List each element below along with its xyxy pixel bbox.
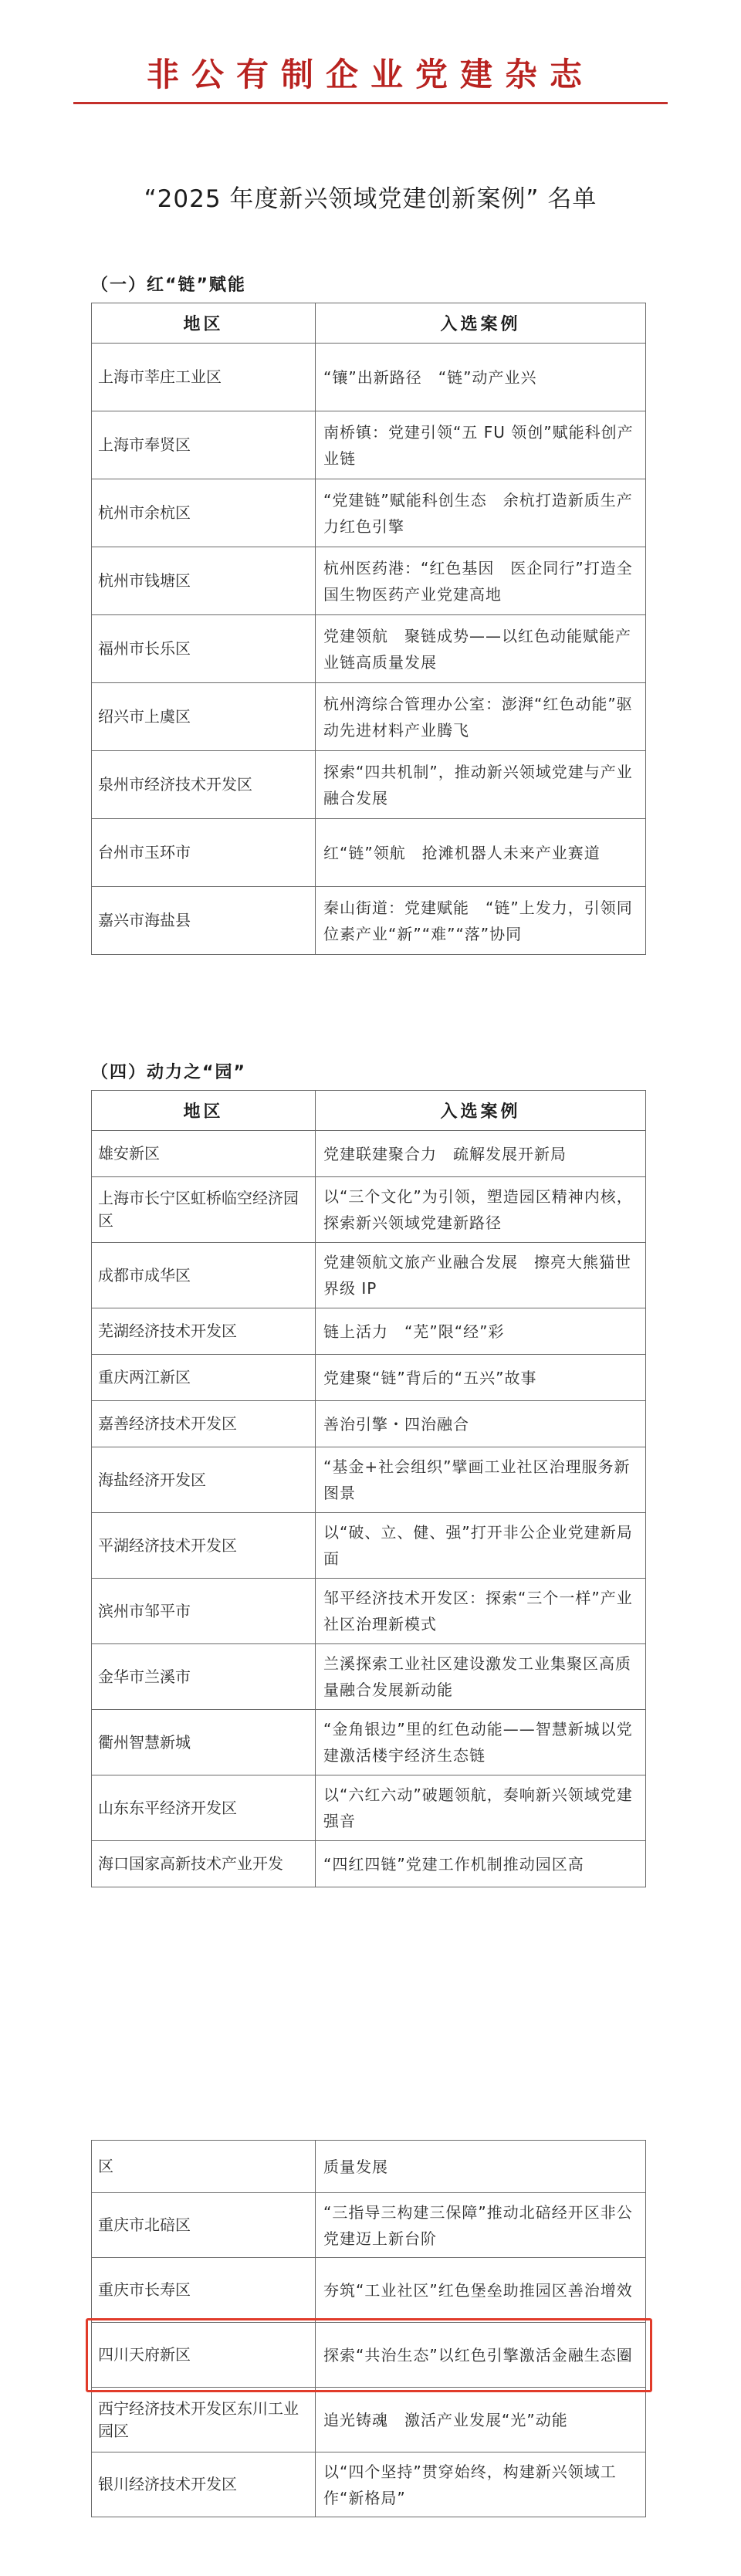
region-cell: 西宁经济技术开发区东川工业园区 — [92, 2388, 316, 2452]
case-cell: 党建领航 聚链成势——以红色动能赋能产业链高质量发展 — [316, 615, 646, 683]
table-header-row — [92, 1091, 646, 1131]
magazine-masthead: 非公有制企业党建杂志 — [146, 56, 594, 93]
table-row — [92, 344, 646, 411]
region-cell: 台州市玉环市 — [92, 819, 316, 887]
highlight-box — [86, 2318, 652, 2392]
case-cell: 探索“共治生态”以红色引擎激活金融生态圈 — [316, 2323, 646, 2388]
case-cell: 秦山街道：党建赋能 “链”上发力，引领同位素产业“新”“难”“落”协同 — [316, 887, 646, 955]
region-cell: 滨州市邹平市 — [92, 1579, 316, 1644]
table-row — [92, 1401, 646, 1447]
case-cell: 质量发展 — [316, 2141, 646, 2193]
case-cell: 以“六红六动”破题领航，奏响新兴领域党建强音 — [316, 1775, 646, 1841]
case-cell: 党建领航文旅产业融合发展 擦亮大熊猫世界级 IP — [316, 1243, 646, 1308]
column-header-case: 入选案例 — [316, 303, 646, 344]
case-cell: 杭州湾综合管理办公室：澎湃“红色动能”驱动先进材料产业腾飞 — [316, 683, 646, 751]
region-cell: 山东东平经济开发区 — [92, 1775, 316, 1841]
case-cell: 党建联建聚合力 疏解发展开新局 — [316, 1131, 646, 1177]
table-row — [92, 1355, 646, 1401]
table-row — [92, 683, 646, 751]
section-heading-4: （四）动力之“园” — [91, 1063, 246, 1082]
column-header-region: 地区 — [92, 303, 316, 344]
case-table-section-4 — [91, 1090, 646, 1887]
table-row — [92, 2258, 646, 2323]
table-row — [92, 1243, 646, 1308]
region-cell: 区 — [92, 2141, 316, 2193]
case-cell: 探索“四共机制”，推动新兴领域党建与产业融合发展 — [316, 751, 646, 819]
region-cell: 海口国家高新技术产业开发 — [92, 1841, 316, 1887]
table-row — [92, 887, 646, 955]
case-cell: 党建聚“链”背后的“五兴”故事 — [316, 1355, 646, 1401]
table-row — [92, 1841, 646, 1887]
table-row — [92, 1513, 646, 1579]
case-cell: “基金+社会组织”擘画工业社区治理服务新图景 — [316, 1447, 646, 1513]
region-cell: 成都市成华区 — [92, 1243, 316, 1308]
case-cell: 以“三个文化”为引领，塑造园区精神内核，探索新兴领域党建新路径 — [316, 1177, 646, 1243]
table-row — [92, 2141, 646, 2193]
region-cell: 杭州市钱塘区 — [92, 547, 316, 615]
region-cell: 绍兴市上虞区 — [92, 683, 316, 751]
table-row — [92, 819, 646, 887]
table-row — [92, 1579, 646, 1644]
case-cell: 以“四个坚持”贯穿始终，构建新兴领域工作“新格局” — [316, 2452, 646, 2517]
region-cell: 上海市莘庄工业区 — [92, 344, 316, 411]
region-cell: 嘉兴市海盐县 — [92, 887, 316, 955]
region-cell: 福州市长乐区 — [92, 615, 316, 683]
case-cell: “镶”出新路径 “链”动产业兴 — [316, 344, 646, 411]
case-cell: 邹平经济技术开发区：探索“三个一样”产业社区治理新模式 — [316, 1579, 646, 1644]
table-row — [92, 1775, 646, 1841]
case-cell: 红“链”领航 抢滩机器人未来产业赛道 — [316, 819, 646, 887]
region-cell: 重庆市北碚区 — [92, 2193, 316, 2258]
case-cell: 南桥镇：党建引领“五 FU 领创”赋能科创产业链 — [316, 411, 646, 479]
case-table-section-1 — [91, 303, 646, 955]
case-cell: 追光铸魂 激活产业发展“光”动能 — [316, 2388, 646, 2452]
region-cell: 海盐经济开发区 — [92, 1447, 316, 1513]
table-row — [92, 2193, 646, 2258]
table-row — [92, 1131, 646, 1177]
region-cell: 上海市长宁区虹桥临空经济园区 — [92, 1177, 316, 1243]
table-row — [92, 1644, 646, 1710]
table-row — [92, 1710, 646, 1775]
table-row — [92, 1447, 646, 1513]
document-title: “2025 年度新兴领域党建创新案例” 名单 — [144, 185, 597, 213]
region-cell: 上海市奉贤区 — [92, 411, 316, 479]
region-cell: 芜湖经济技术开发区 — [92, 1308, 316, 1355]
table-row — [92, 615, 646, 683]
table-row — [92, 2452, 646, 2517]
case-cell: “三指导三构建三保障”推动北碚经开区非公党建迈上新台阶 — [316, 2193, 646, 2258]
table-row — [92, 411, 646, 479]
section-heading-1: （一）红“链”赋能 — [91, 276, 246, 295]
table-row — [92, 547, 646, 615]
region-cell: 嘉善经济技术开发区 — [92, 1401, 316, 1447]
column-header-region: 地区 — [92, 1091, 316, 1131]
case-cell: 夯筑“工业社区”红色堡垒助推园区善治增效 — [316, 2258, 646, 2323]
table-row — [92, 479, 646, 547]
table-row — [92, 751, 646, 819]
case-cell: “党建链”赋能科创生态 余杭打造新质生产力红色引擎 — [316, 479, 646, 547]
case-cell: 链上活力 “芜”限“经”彩 — [316, 1308, 646, 1355]
region-cell: 衢州智慧新城 — [92, 1710, 316, 1775]
region-cell: 重庆市长寿区 — [92, 2258, 316, 2323]
case-cell: “金角银边”里的红色动能——智慧新城以党建激活楼宇经济生态链 — [316, 1710, 646, 1775]
column-header-case: 入选案例 — [316, 1091, 646, 1131]
region-cell: 金华市兰溪市 — [92, 1644, 316, 1710]
case-cell: 以“破、立、健、强”打开非公企业党建新局面 — [316, 1513, 646, 1579]
case-cell: 善治引擎・四治融合 — [316, 1401, 646, 1447]
region-cell: 重庆两江新区 — [92, 1355, 316, 1401]
masthead-rule — [73, 102, 668, 104]
table-row — [92, 1177, 646, 1243]
region-cell: 泉州市经济技术开发区 — [92, 751, 316, 819]
region-cell: 杭州市余杭区 — [92, 479, 316, 547]
table-row — [92, 1308, 646, 1355]
case-cell: “四红四链”党建工作机制推动园区高 — [316, 1841, 646, 1887]
case-cell: 杭州医药港：“红色基因 医企同行”打造全国生物医药产业党建高地 — [316, 547, 646, 615]
region-cell: 雄安新区 — [92, 1131, 316, 1177]
table-row — [92, 2388, 646, 2452]
table-header-row — [92, 303, 646, 344]
region-cell: 平湖经济技术开发区 — [92, 1513, 316, 1579]
case-cell: 兰溪探索工业社区建设激发工业集聚区高质量融合发展新动能 — [316, 1644, 646, 1710]
region-cell: 银川经济技术开发区 — [92, 2452, 316, 2517]
region-cell: 四川天府新区 — [92, 2323, 316, 2388]
